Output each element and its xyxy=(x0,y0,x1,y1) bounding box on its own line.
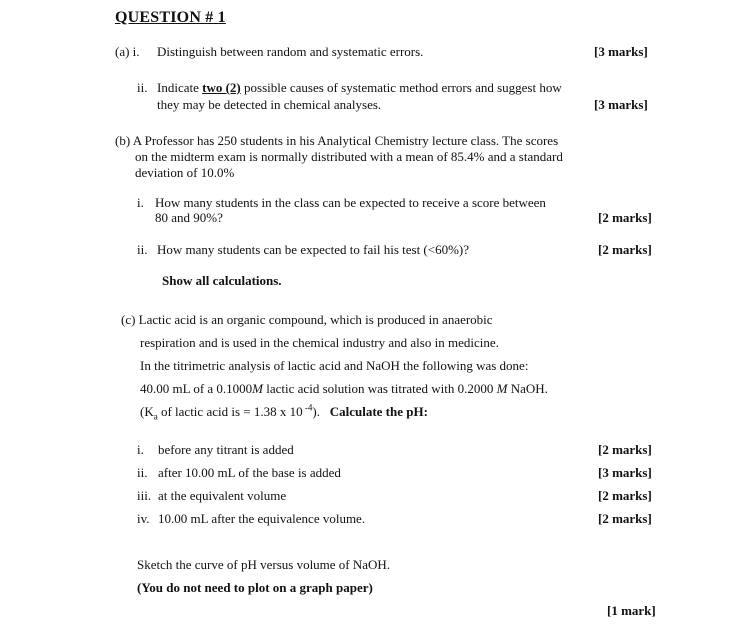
part-a-ii-line2: they may be detected in chemical analyses. xyxy=(157,97,382,112)
part-a-ii-post: possible causes of systematic method errors and suggest how xyxy=(240,80,562,95)
part-a-ii-pre: Indicate xyxy=(157,80,203,95)
graph-paper-note: (You do not need to plot on a graph paper) xyxy=(137,580,373,595)
ka-open: (K xyxy=(140,404,154,419)
part-a-ii-marks: [3 marks] xyxy=(594,97,648,112)
part-b-ii-marks: [2 marks] xyxy=(598,242,652,257)
part-a-i-text: Distinguish between random and systematic errors. xyxy=(157,44,424,59)
part-b-i-line2: 80 and 90%? xyxy=(155,210,223,225)
part-b-i-line1: How many students in the class can be expected to receive a score between xyxy=(155,195,546,210)
part-c-line4-a: 40.00 mL of a 0.1000 xyxy=(140,381,253,396)
part-c-ii-label: ii. xyxy=(137,465,148,480)
part-a-ii-emphasis: two (2) xyxy=(202,80,241,95)
part-b-line1: (b) A Professor has 250 students in his Analytical Chemistry lecture class. The scores xyxy=(115,133,559,148)
part-c-line4-b: lactic acid solution was titrated with 0.2000 xyxy=(263,381,497,396)
molarity-symbol-1: M xyxy=(252,381,264,396)
part-c-iv-marks: [2 marks] xyxy=(598,511,652,526)
part-c-line4 xyxy=(140,381,548,397)
part-c-line2: respiration and is used in the chemical industry and also in medicine. xyxy=(140,335,499,350)
ka-subscript: a xyxy=(153,411,158,422)
part-c-ii-marks: [3 marks] xyxy=(598,465,652,480)
part-b-ii-text: How many students can be expected to fail his test (<60%)? xyxy=(157,242,470,257)
part-c-iv-label: iv. xyxy=(137,511,150,526)
part-c-iii-marks: [2 marks] xyxy=(598,488,652,503)
part-c-line1: (c) Lactic acid is an organic compound, which is produced in anaerobic xyxy=(121,312,493,327)
part-b-i-label: i. xyxy=(137,195,144,210)
ka-exponent: -4 xyxy=(302,402,313,413)
molarity-symbol-2: M xyxy=(496,381,508,396)
ka-mid: of lactic acid is = 1.38 x 10 xyxy=(157,404,303,419)
part-b-ii-label: ii. xyxy=(137,242,148,257)
part-c-i-label: i. xyxy=(137,442,144,457)
part-b-i-marks: [2 marks] xyxy=(598,210,652,225)
part-a-ii-label: ii. xyxy=(137,80,148,95)
part-a-label: (a) i. xyxy=(115,44,140,59)
part-c-iv-text: 10.00 mL after the equivalence volume. xyxy=(158,511,366,526)
part-b-line3: deviation of 10.0% xyxy=(135,165,235,180)
part-c-iii-text: at the equivalent volume xyxy=(158,488,287,503)
part-c-iii-label: iii. xyxy=(137,488,152,503)
part-c-ii-text: after 10.00 mL of the base is added xyxy=(158,465,341,480)
part-c-i-text: before any titrant is added xyxy=(158,442,294,457)
ka-close: ). xyxy=(312,404,320,419)
part-b-line2: on the midterm exam is normally distributed with a mean of 85.4% and a standard xyxy=(135,149,563,164)
question-title: QUESTION # 1 xyxy=(115,9,226,26)
part-c-ka-line xyxy=(140,404,428,420)
part-a-i-marks: [3 marks] xyxy=(594,44,648,59)
part-c-i-marks: [2 marks] xyxy=(598,442,652,457)
part-c-line3: In the titrimetric analysis of lactic acid and NaOH the following was done: xyxy=(140,358,529,373)
calculate-ph-instruction: Calculate the pH: xyxy=(329,404,428,419)
part-a-ii-line1 xyxy=(157,80,562,96)
part-b-show-calculations: Show all calculations. xyxy=(162,273,282,288)
sketch-instruction: Sketch the curve of pH versus volume of NaOH. xyxy=(137,557,391,572)
part-c-line4-c: NaOH. xyxy=(507,381,548,396)
final-marks: [1 mark] xyxy=(607,603,656,618)
